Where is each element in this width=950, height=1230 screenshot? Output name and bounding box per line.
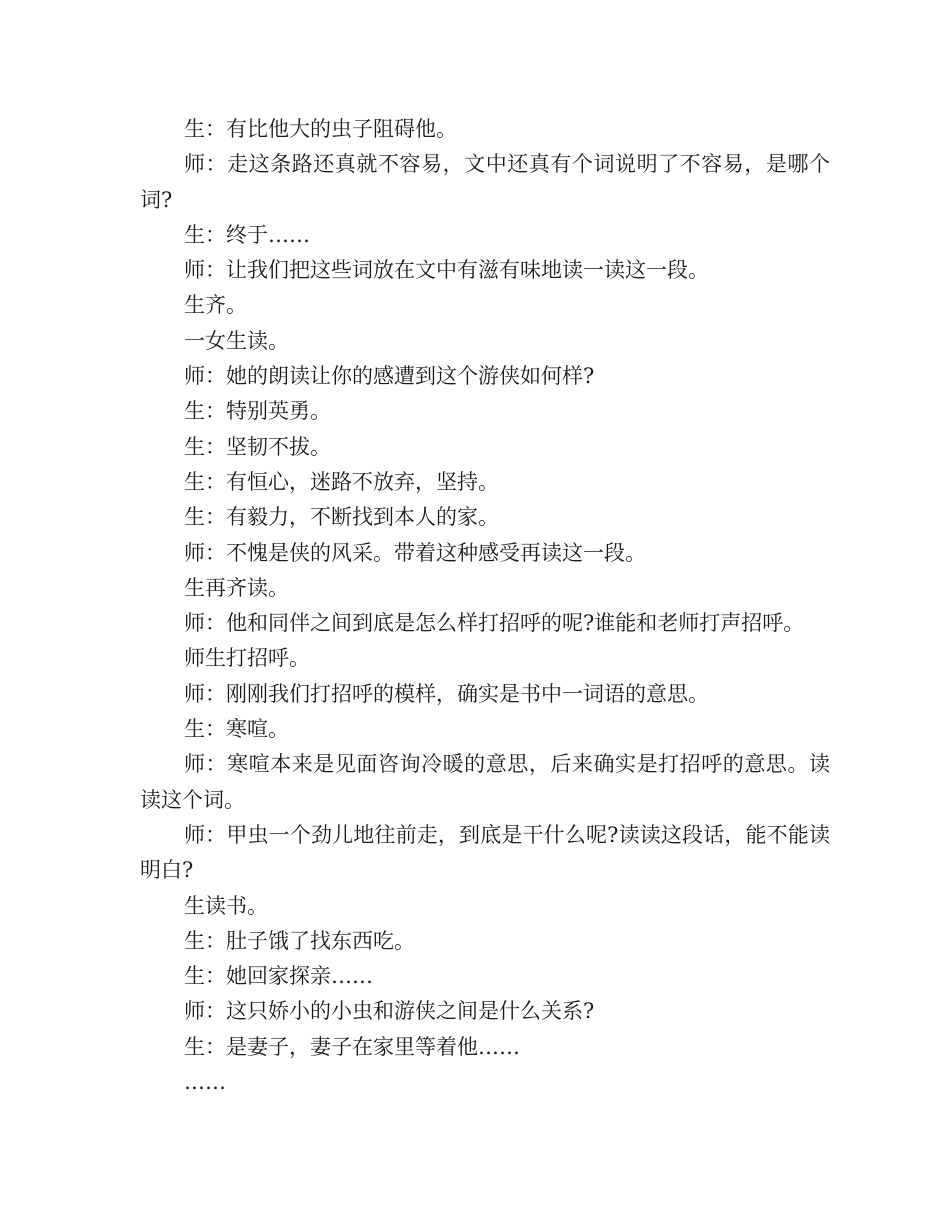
paragraph: 生：寒喧。 <box>184 717 289 742</box>
paragraph: 生：有比他大的虫子阻碍他。 <box>184 117 457 141</box>
paragraph: 生：有恒心，迷路不放弃，坚持。 <box>184 469 499 494</box>
paragraph: 师生打招呼。 <box>184 646 310 671</box>
paragraph: …… <box>184 1070 226 1095</box>
paragraph: 生：有毅力，不断找到本人的家。 <box>184 505 499 530</box>
paragraph: 师：这只娇小的小虫和游侠之间是什么关系? <box>184 999 595 1024</box>
paragraph: 生：肚子饿了找东西吃。 <box>184 928 415 953</box>
paragraph: 师：他和同伴之间到底是怎么样打招呼的呢?谁能和老师打声招呼。 <box>184 611 805 636</box>
paragraph: 生：终于…… <box>184 222 310 247</box>
paragraph: 生齐。 <box>184 293 247 318</box>
paragraph: 一女生读。 <box>184 328 289 353</box>
paragraph: 师：刚刚我们打招呼的模样，确实是书中一词语的意思。 <box>184 681 709 706</box>
paragraph: 师：她的朗读让你的感遭到这个游侠如何样? <box>184 364 595 389</box>
paragraph: 师：让我们把这些词放在文中有滋有味地读一读这一段。 <box>184 258 709 283</box>
document-body <box>140 112 830 1100</box>
paragraph: 生读书。 <box>184 893 268 918</box>
paragraph: 师：走这条路还真就不容易，文中还真有个词说明了不容易，是哪个词? <box>140 152 830 212</box>
paragraph: 生：是妻子，妻子在家里等着他…… <box>184 1034 520 1059</box>
paragraph: 师：不愧是侠的风采。带着这种感受再读这一段。 <box>184 540 646 565</box>
paragraph: 生：她回家探亲…… <box>184 964 373 989</box>
paragraph: 师：寒喧本来是见面咨询冷暖的意思，后来确实是打招呼的意思。读读这个词。 <box>140 752 830 812</box>
paragraph: 生：特别英勇。 <box>184 399 331 424</box>
paragraph: 师：甲虫一个劲儿地往前走，到底是干什么呢?读读这段话，能不能读明白? <box>140 822 830 883</box>
paragraph: 生：坚韧不拔。 <box>184 434 331 459</box>
paragraph: 生再齐读。 <box>184 575 289 600</box>
